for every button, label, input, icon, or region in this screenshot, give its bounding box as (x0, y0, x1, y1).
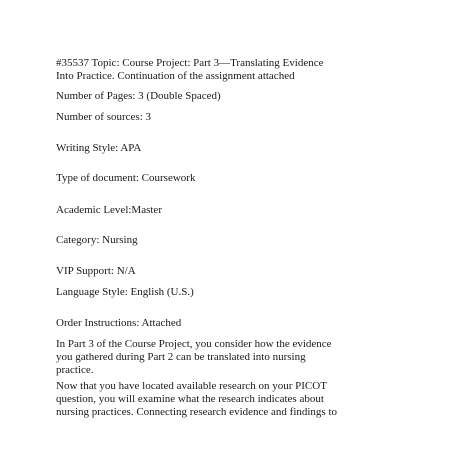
number-of-sources: Number of sources: 3 (56, 111, 152, 123)
category: Category: Nursing (56, 234, 138, 246)
paragraph-1-line: practice. (56, 364, 94, 376)
academic-level: Academic Level:Master (56, 204, 162, 216)
topic-line-1: #35537 Topic: Course Project: Part 3—Translating Evidence (56, 57, 324, 69)
paragraph-2-line: nursing practices. Connecting research evidence and findings to (56, 406, 338, 418)
document-type: Type of document: Coursework (56, 172, 196, 184)
paragraph-2 (56, 380, 401, 419)
writing-style: Writing Style: APA (56, 142, 142, 154)
paragraph-1-line: you gathered during Part 2 can be translated into nursing (56, 351, 306, 363)
language-style: Language Style: English (U.S.) (56, 286, 194, 298)
paragraph-2-line: Now that you have located available research on your PICOT (56, 380, 327, 392)
order-instructions: Order Instructions: Attached (56, 317, 182, 329)
paragraph-1-line: In Part 3 of the Course Project, you consider how the evidence (56, 338, 332, 350)
paragraph-2-line: question, you will examine what the research indicates about (56, 393, 324, 405)
paragraph-1 (56, 338, 401, 377)
number-of-pages: Number of Pages: 3 (Double Spaced) (56, 90, 221, 102)
topic-line-2: Into Practice. Continuation of the assignment attached (56, 70, 295, 82)
vip-support: VIP Support: N/A (56, 265, 136, 277)
